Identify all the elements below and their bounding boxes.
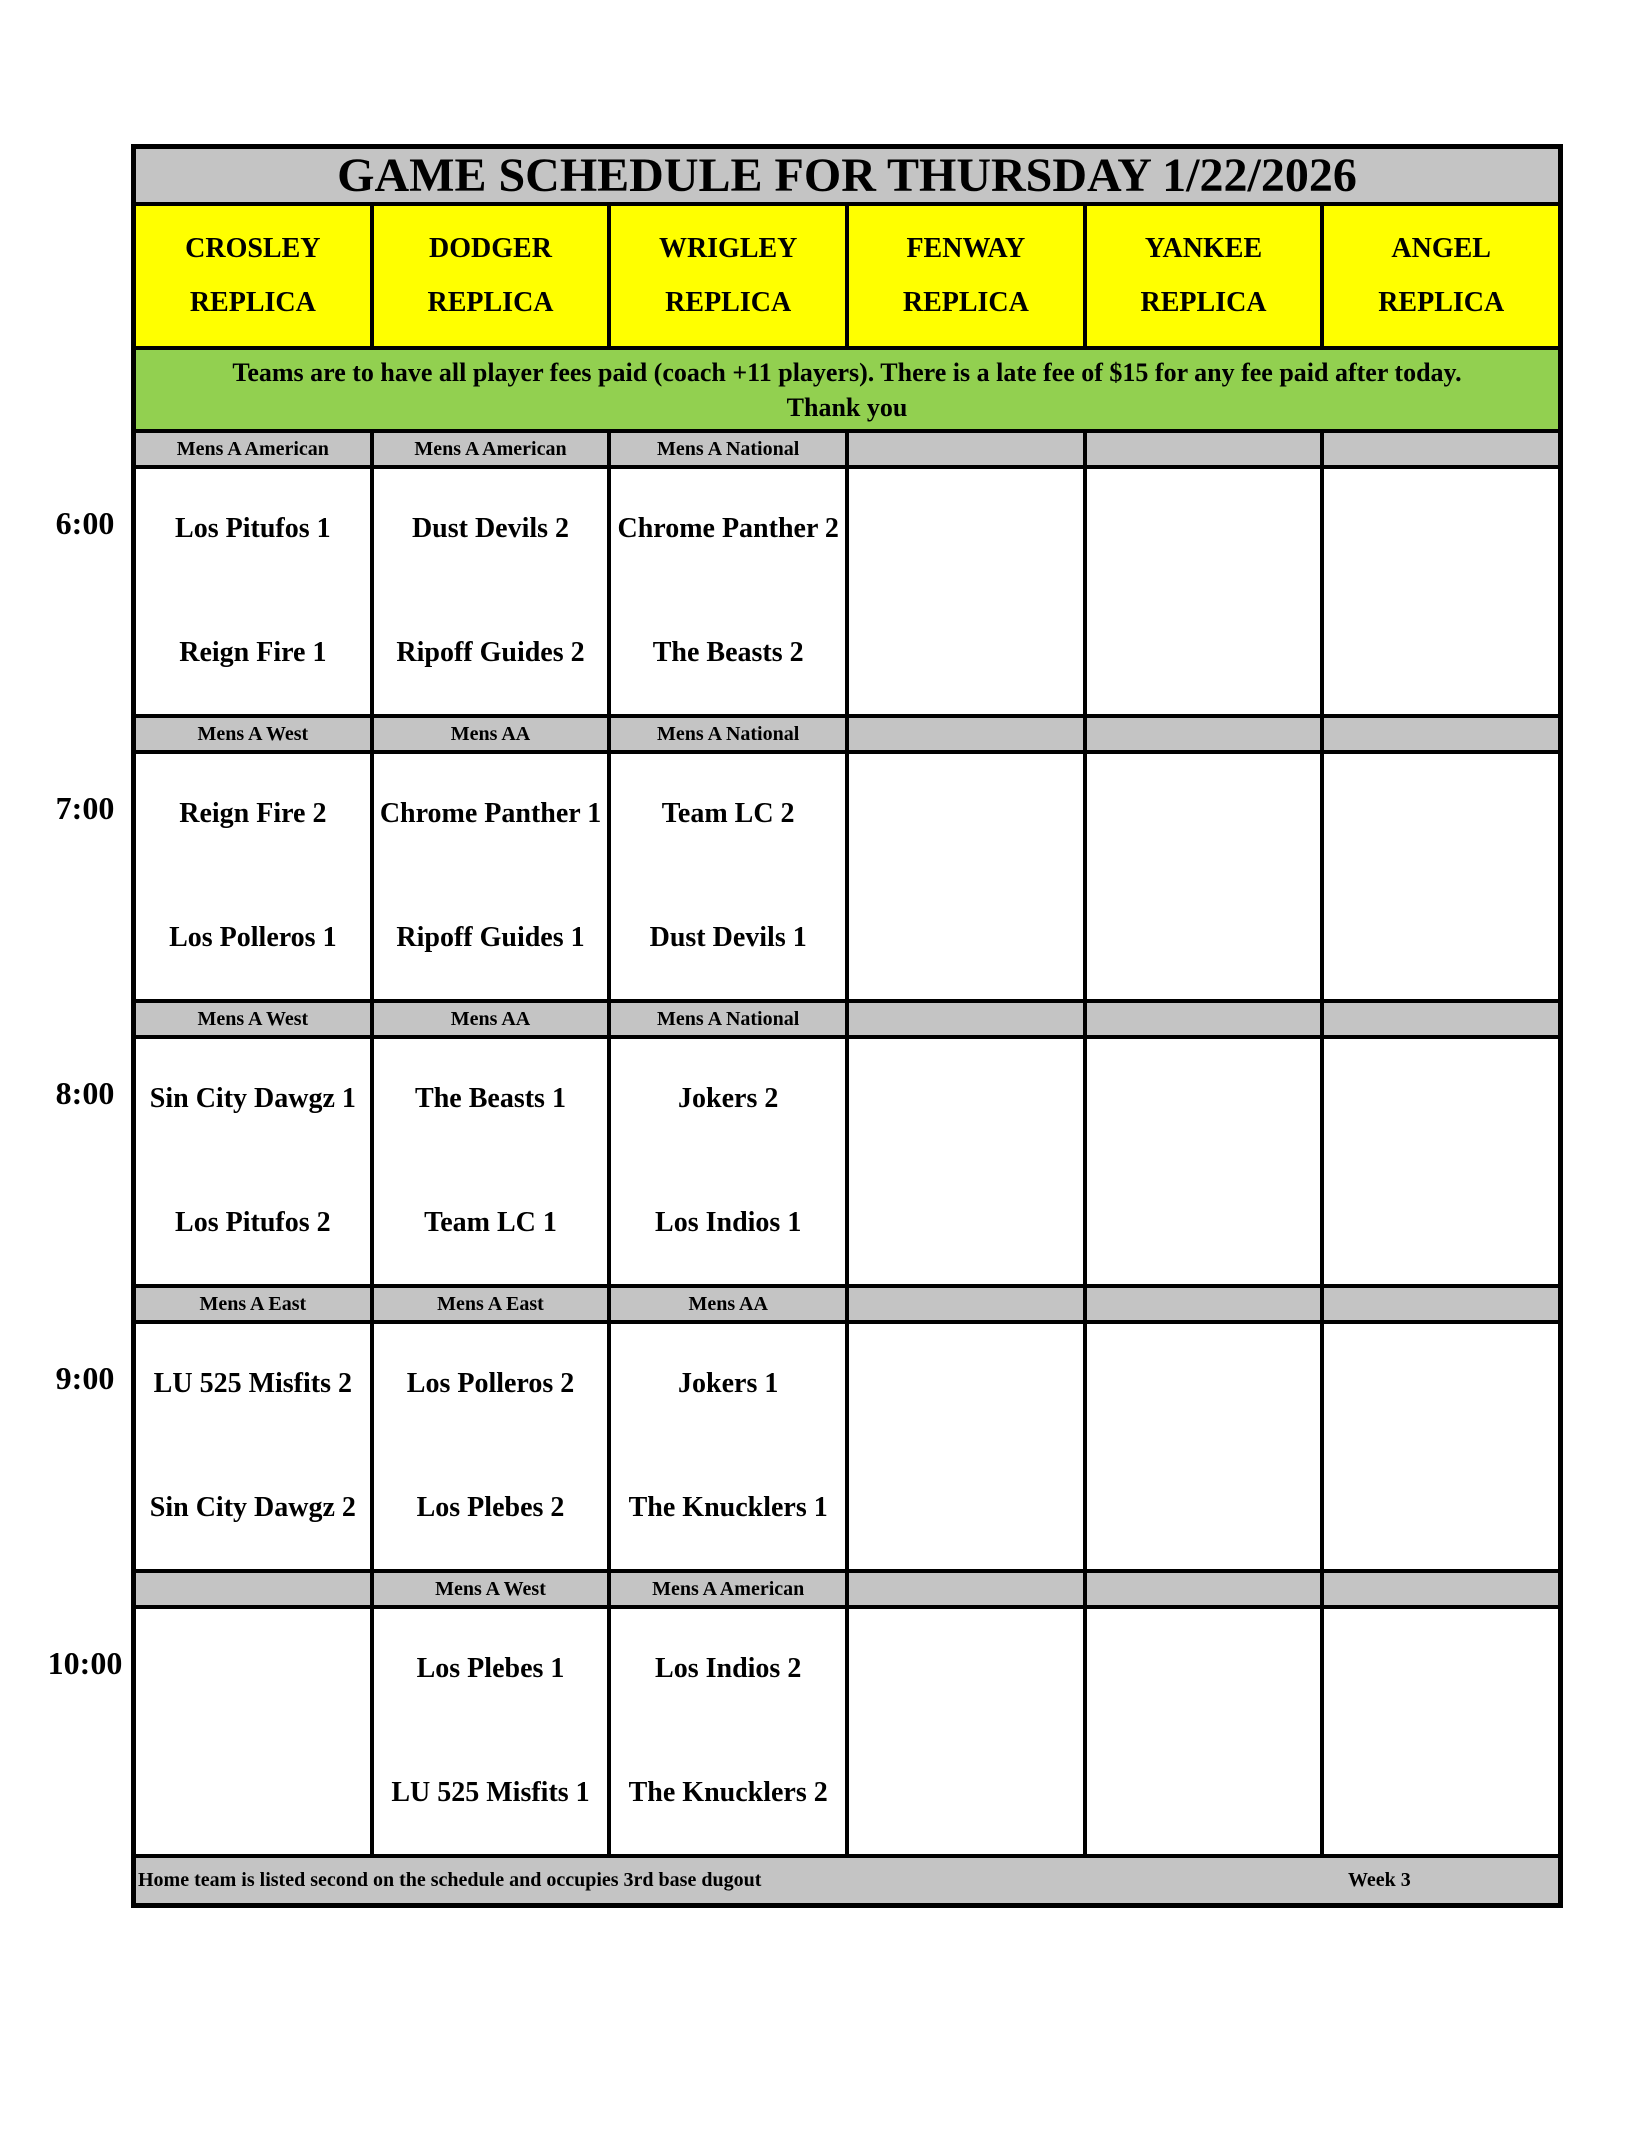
- away-team: Reign Fire 2: [179, 798, 327, 829]
- footer: [136, 1858, 1558, 1903]
- division-label: [136, 1573, 374, 1605]
- away-team: Team LC 2: [661, 798, 795, 829]
- home-team: Sin City Dawgz 2: [149, 1492, 356, 1523]
- away-team: The Beasts 1: [415, 1083, 566, 1114]
- division-label: [1324, 718, 1558, 750]
- game-cell: [849, 754, 1087, 999]
- field-header-dodger: [374, 206, 612, 346]
- game-cell: [1324, 1609, 1558, 1854]
- home-team: Los Pitufos 2: [175, 1207, 331, 1238]
- home-team: The Beasts 2: [652, 637, 804, 668]
- home-team: Reign Fire 1: [179, 637, 327, 668]
- game-cell: [1324, 469, 1558, 714]
- division-label: Mens A American: [136, 433, 374, 465]
- time-slot-label: 8:00: [55, 1075, 115, 1111]
- division-label: [849, 1288, 1087, 1320]
- away-team: Sin City Dawgz 1: [149, 1083, 356, 1114]
- division-label: Mens A National: [611, 433, 849, 465]
- division-label: [849, 1573, 1087, 1605]
- field-name: CROSLEY: [185, 233, 321, 264]
- away-team: Los Plebes 1: [416, 1653, 565, 1684]
- field-header-angel: [1324, 206, 1558, 346]
- division-label: [1324, 1288, 1558, 1320]
- division-label: [1324, 433, 1558, 465]
- division-label: Mens A National: [611, 718, 849, 750]
- division-label: Mens A East: [136, 1288, 374, 1320]
- division-row: [136, 718, 1558, 754]
- game-cell: [849, 1609, 1087, 1854]
- game-cell: [374, 1324, 612, 1569]
- fee-notice-thanks: Thank you: [786, 392, 908, 422]
- games-row: [136, 754, 1558, 1003]
- game-cell: [136, 1609, 374, 1854]
- away-team: LU 525 Misfits 2: [153, 1368, 352, 1399]
- division-label: Mens A National: [611, 1003, 849, 1035]
- fee-notice-text: Teams are to have all player fees paid (coach +11 players). There is a late fee of $15 for any fee paid after today.: [232, 357, 1462, 387]
- division-label: Mens A West: [136, 718, 374, 750]
- game-cell: [849, 469, 1087, 714]
- division-row: [136, 433, 1558, 469]
- fields-header-row: [136, 206, 1558, 350]
- away-team: Los Pitufos 1: [175, 513, 331, 544]
- time-slots: [136, 433, 1558, 1858]
- field-sub: REPLICA: [1378, 287, 1505, 318]
- field-header-fenway: [849, 206, 1087, 346]
- division-label: Mens A West: [136, 1003, 374, 1035]
- home-team: Los Plebes 2: [416, 1492, 565, 1523]
- away-team: Los Indios 2: [655, 1653, 802, 1684]
- division-label: [1087, 1288, 1325, 1320]
- game-cell: [1087, 1609, 1325, 1854]
- division-label: [1087, 1573, 1325, 1605]
- field-sub: REPLICA: [189, 287, 316, 318]
- game-cell: [611, 754, 849, 999]
- division-label: Mens AA: [374, 718, 612, 750]
- division-label: [849, 433, 1087, 465]
- field-header-wrigley: [611, 206, 849, 346]
- division-row: [136, 1288, 1558, 1324]
- field-sub: REPLICA: [1140, 287, 1267, 318]
- games-row: [136, 469, 1558, 718]
- game-cell: [1087, 469, 1325, 714]
- schedule-table: [131, 144, 1563, 1908]
- division-label: Mens AA: [374, 1003, 612, 1035]
- field-name: DODGER: [429, 233, 552, 264]
- home-team: Ripoff Guides 2: [396, 637, 585, 668]
- game-cell: [849, 1039, 1087, 1284]
- game-cell: [374, 1039, 612, 1284]
- division-label: [849, 1003, 1087, 1035]
- home-team: The Knucklers 2: [628, 1777, 828, 1808]
- division-label: [849, 718, 1087, 750]
- field-sub: REPLICA: [902, 287, 1029, 318]
- game-cell: [136, 754, 374, 999]
- time-slot-label: 7:00: [55, 790, 115, 826]
- division-label: [1087, 718, 1325, 750]
- week-label: Week 3: [1348, 1869, 1411, 1891]
- game-cell: [1324, 1324, 1558, 1569]
- away-team: Jokers 2: [678, 1083, 779, 1114]
- game-cell: [1087, 1324, 1325, 1569]
- away-team: Chrome Panther 1: [379, 798, 602, 829]
- fee-notice: [136, 350, 1558, 433]
- game-cell: [849, 1324, 1087, 1569]
- away-team: Dust Devils 2: [411, 513, 570, 544]
- field-name: FENWAY: [906, 233, 1026, 264]
- game-cell: [374, 469, 612, 714]
- time-slot-label: 9:00: [55, 1360, 115, 1396]
- division-row: [136, 1573, 1558, 1609]
- game-cell: [1324, 1039, 1558, 1284]
- away-team: Los Polleros 2: [406, 1368, 575, 1399]
- game-cell: [611, 1609, 849, 1854]
- game-cell: [1087, 1039, 1325, 1284]
- away-team: Chrome Panther 2: [617, 513, 839, 544]
- field-name: ANGEL: [1391, 233, 1491, 264]
- field-name: WRIGLEY: [658, 233, 798, 264]
- time-slot-label: 6:00: [55, 505, 115, 541]
- field-sub: REPLICA: [665, 287, 792, 318]
- game-cell: [611, 1039, 849, 1284]
- home-team: Team LC 1: [424, 1207, 557, 1238]
- field-sub: REPLICA: [427, 287, 554, 318]
- games-row: [136, 1609, 1558, 1858]
- home-team: Los Indios 1: [655, 1207, 802, 1238]
- home-team: Ripoff Guides 1: [396, 922, 585, 953]
- home-team: Dust Devils 1: [649, 922, 807, 953]
- home-team: Los Polleros 1: [169, 922, 337, 953]
- field-name: YANKEE: [1144, 233, 1263, 264]
- game-cell: [611, 1324, 849, 1569]
- footer-note: Home team is listed second on the schedule and occupies 3rd base dugout: [138, 1869, 762, 1891]
- division-label: Mens A East: [374, 1288, 612, 1320]
- division-label: [1087, 1003, 1325, 1035]
- field-header-yankee: [1087, 206, 1325, 346]
- time-slot-label: 10:00: [47, 1645, 123, 1681]
- games-row: [136, 1324, 1558, 1573]
- game-cell: [374, 754, 612, 999]
- division-label: [1087, 433, 1325, 465]
- home-team: The Knucklers 1: [628, 1492, 828, 1523]
- division-label: [1324, 1003, 1558, 1035]
- game-cell: [374, 1609, 612, 1854]
- game-cell: [611, 469, 849, 714]
- game-cell: [136, 1324, 374, 1569]
- division-label: Mens AA: [611, 1288, 849, 1320]
- page-title: GAME SCHEDULE FOR THURSDAY 1/22/2026: [136, 149, 1558, 206]
- division-label: Mens A American: [374, 433, 612, 465]
- game-cell: [1324, 754, 1558, 999]
- division-label: Mens A West: [374, 1573, 612, 1605]
- game-cell: [136, 469, 374, 714]
- division-row: [136, 1003, 1558, 1039]
- division-label: [1324, 1573, 1558, 1605]
- game-cell: [136, 1039, 374, 1284]
- division-label: Mens A American: [611, 1573, 849, 1605]
- game-cell: [1087, 754, 1325, 999]
- games-row: [136, 1039, 1558, 1288]
- away-team: Jokers 1: [678, 1368, 779, 1399]
- home-team: LU 525 Misfits 1: [391, 1777, 590, 1808]
- field-header-crosley: [136, 206, 374, 346]
